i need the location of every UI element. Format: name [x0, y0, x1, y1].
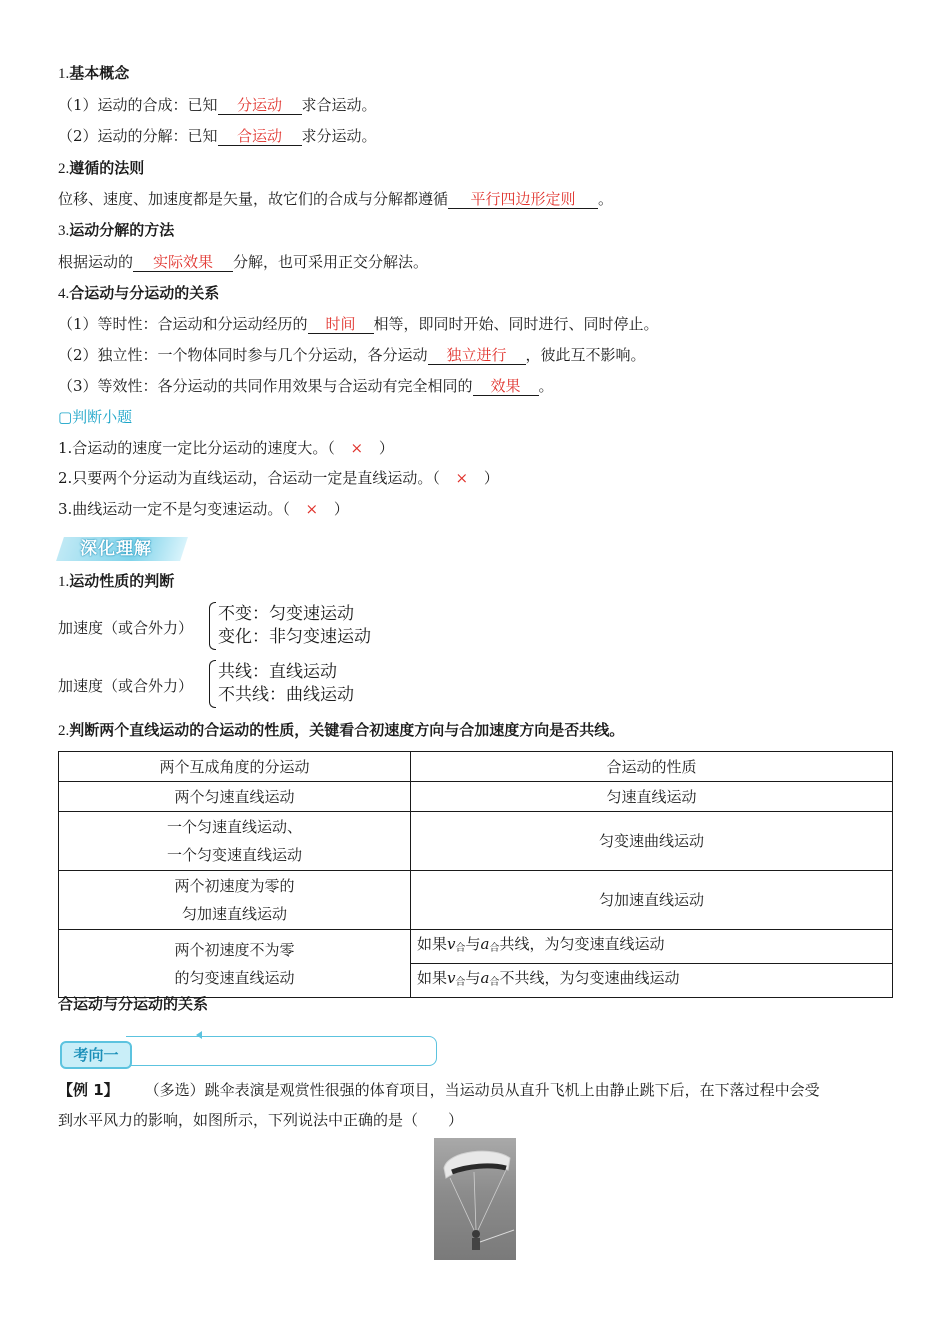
table-cell: 匀加速直线运动	[411, 871, 893, 930]
section-4-line-2	[58, 344, 646, 366]
parachute-photo	[434, 1138, 516, 1260]
deep-title-2-number: 2.	[58, 723, 70, 739]
section-1-number: 1.	[58, 66, 70, 82]
text: 不共线，为匀变速曲线运动	[499, 969, 680, 987]
section-1-heading: 基本概念	[69, 64, 130, 82]
answer-blank: 合运动	[218, 127, 302, 146]
table-cell: 两个匀速直线运动	[59, 782, 411, 812]
table-cell: 匀速直线运动	[411, 782, 893, 812]
table-cell	[411, 930, 893, 964]
table-cell	[59, 930, 411, 998]
wrong-mark-icon: ×	[455, 469, 469, 487]
table-row	[59, 782, 893, 812]
table-row	[59, 930, 893, 964]
symbol-v: v	[447, 935, 456, 953]
text: ）	[378, 439, 394, 457]
symbol-v: v	[447, 969, 456, 987]
table-cell	[59, 812, 411, 871]
cell-line: 一个匀变速直线运动	[166, 846, 302, 864]
text: 如果	[417, 935, 448, 953]
text: 分解，也可采用正交分解法。	[233, 253, 429, 271]
section-4-line-1	[58, 313, 659, 335]
answer-blank: 时间	[308, 315, 374, 334]
text: ）	[483, 469, 499, 487]
deep-title-1-heading: 运动性质的判断	[69, 572, 175, 590]
question-text: 3.曲线运动一定不是匀变速运动。（	[58, 500, 290, 518]
question-text: 1.合运动的速度一定比分运动的速度大。（	[58, 439, 335, 457]
question-text: 2.只要两个分运动为直线运动，合运动一定是直线运动。（	[58, 469, 440, 487]
brace-1-item-a: 不变：匀变速运动	[218, 604, 354, 624]
section-3-line-1	[58, 251, 428, 273]
text: 如果	[417, 969, 448, 987]
text: （2）运动的分解：已知	[58, 127, 218, 145]
cell-line: 一个匀速直线运动、	[166, 818, 302, 836]
text: ，彼此互不影响。	[525, 346, 646, 364]
answer-blank: 独立进行	[428, 346, 526, 365]
table-header-cell: 两个互成角度的分运动	[59, 752, 411, 782]
brace-1	[209, 602, 216, 650]
section-1-line-2	[58, 125, 377, 147]
deep-title-2-heading: 判断两个直线运动的合运动的性质，关键看合初速度方向与合加速度方向是否共线。	[69, 721, 625, 739]
wrong-mark-icon: ×	[350, 439, 364, 457]
section-4-number: 4.	[58, 286, 70, 302]
symbol-a: a	[480, 969, 490, 987]
text: ）	[333, 500, 349, 518]
section-3-title	[58, 219, 174, 242]
section-1-title	[58, 62, 129, 85]
brace-1-label: 加速度（或合外力）	[58, 619, 194, 637]
text: （2）独立性：一个物体同时参与几个分运动，各分运动	[58, 346, 428, 364]
table-cell	[59, 871, 411, 930]
example-label: 【例 1】	[58, 1081, 119, 1099]
section-2-line-1	[58, 188, 613, 210]
text: 求合运动。	[301, 96, 377, 114]
kaoxiang-tag: 考向一	[60, 1041, 132, 1069]
table-row	[59, 812, 893, 871]
section-title: 合运动与分运动的关系	[58, 995, 209, 1013]
table-header-cell: 合运动的性质	[411, 752, 893, 782]
section-1-line-1	[58, 94, 377, 116]
cell-line: 两个初速度为零的	[174, 877, 295, 895]
arrow-left-icon	[196, 1031, 202, 1039]
judge-question-1	[58, 437, 394, 459]
text: （3）等效性：各分运动的共同作用效果与合运动有完全相同的	[58, 377, 473, 395]
example-line-2	[58, 1109, 463, 1131]
section-4-heading: 合运动与分运动的关系	[69, 284, 220, 302]
answer-blank: 效果	[473, 377, 539, 396]
section-3-number: 3.	[58, 223, 70, 239]
section-4-title	[58, 282, 219, 305]
example-line-1	[58, 1079, 820, 1101]
table-row	[59, 871, 893, 930]
cell-line: 的匀变速直线运动	[174, 968, 295, 987]
text: 与	[465, 969, 481, 987]
section-2-number: 2.	[58, 161, 70, 177]
text: 根据运动的	[58, 253, 134, 271]
table-cell	[411, 964, 893, 998]
text: （1）等时性：合运动和分运动经历的	[58, 315, 308, 333]
answer-blank: 平行四边形定则	[448, 190, 598, 209]
cell-line: 匀加速直线运动	[181, 905, 287, 923]
table-header-row	[59, 752, 893, 782]
deep-title-1	[58, 570, 174, 593]
text: 共线，为匀变速直线运动	[499, 935, 665, 953]
text: 求分运动。	[301, 127, 377, 145]
text: 与	[465, 935, 481, 953]
section-2-heading: 遵循的法则	[69, 159, 145, 177]
deep-title-2	[58, 719, 624, 742]
brace-1-item-b: 变化：非匀变速运动	[218, 627, 371, 647]
judge-question-2	[58, 467, 499, 489]
text: 相等，即同时开始、同时进行、同时停止。	[373, 315, 659, 333]
cell-line: 两个初速度不为零	[174, 940, 295, 959]
brace-2-item-a: 共线：直线运动	[218, 662, 337, 682]
text: 。	[538, 377, 554, 395]
symbol-a: a	[480, 935, 490, 953]
example-text: （多选）跳伞表演是观赏性很强的体育项目，当运动员从直升飞机上由静止跳下后，在下落过程中会受	[144, 1081, 820, 1099]
parachute-icon	[434, 1138, 516, 1260]
motion-nature-table	[58, 751, 893, 998]
answer-blank: 实际效果	[133, 253, 233, 272]
subscript: 合	[455, 943, 466, 954]
section-banner: 深化理解	[80, 539, 152, 559]
answer-blank: 分运动	[218, 96, 302, 115]
judge-question-3	[58, 498, 349, 520]
section-3-heading: 运动分解的方法	[69, 221, 175, 239]
brace-2	[209, 660, 216, 708]
subscript: 合	[455, 977, 466, 988]
deep-title-1-number: 1.	[58, 574, 70, 590]
wrong-mark-icon: ×	[305, 500, 319, 518]
subscript: 合	[489, 977, 500, 988]
text: （1）运动的合成：已知	[58, 96, 218, 114]
subscript: 合	[489, 943, 500, 954]
table-cell: 匀变速曲线运动	[411, 812, 893, 871]
text: 位移、速度、加速度都是矢量，故它们的合成与分解都遵循	[58, 190, 449, 208]
judge-heading: ▢判断小题	[58, 408, 133, 426]
text: 。	[598, 190, 614, 208]
example-text: 到水平风力的影响，如图所示，下列说法中正确的是（ ）	[58, 1111, 464, 1129]
brace-2-label: 加速度（或合外力）	[58, 677, 194, 695]
section-4-line-3	[58, 375, 554, 397]
kaoxiang-frame	[126, 1036, 437, 1066]
section-2-title	[58, 157, 144, 180]
brace-2-item-b: 不共线：曲线运动	[218, 685, 354, 705]
